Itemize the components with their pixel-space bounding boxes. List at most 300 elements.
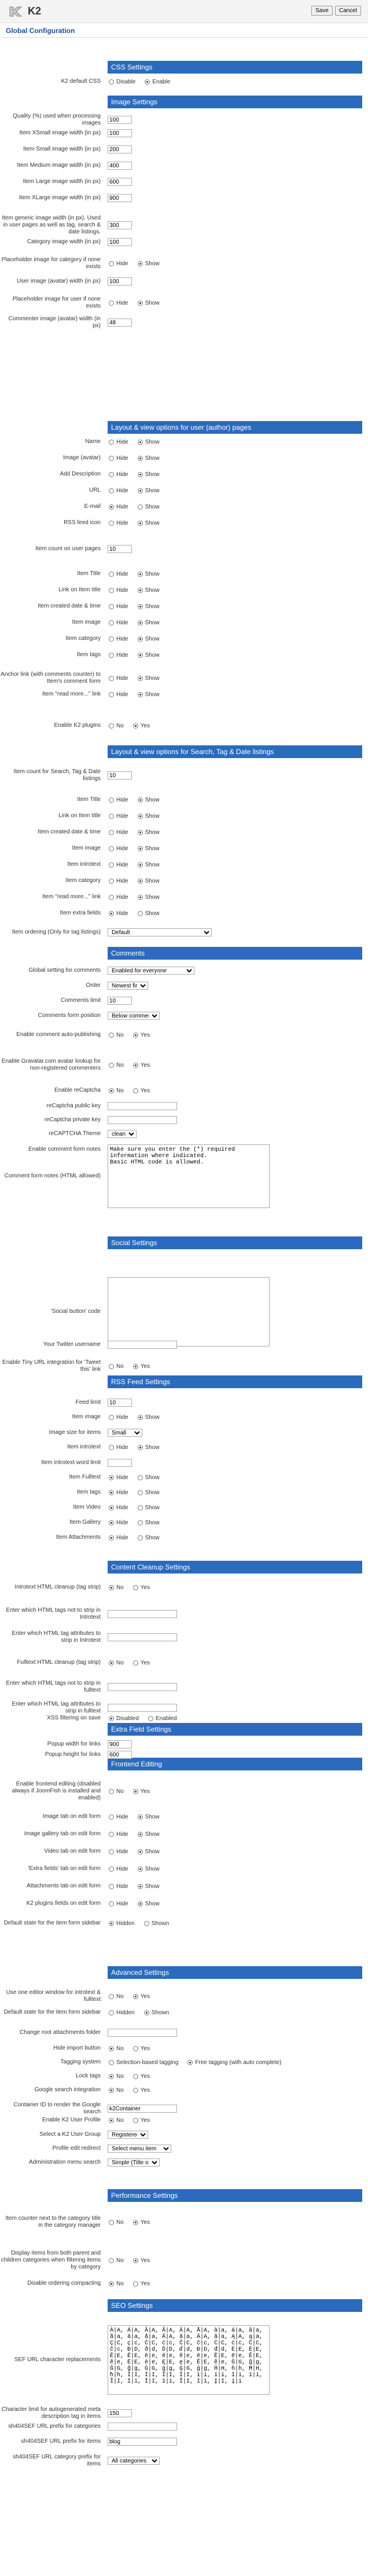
radio-label: Yes xyxy=(140,1993,150,2000)
radio-label: Hide xyxy=(116,1444,128,1451)
radio-label: Show xyxy=(145,894,160,901)
setting-label: K2 plugins fields on edit form xyxy=(26,1900,101,1907)
radio-no[interactable] xyxy=(109,1088,114,1093)
radio-hide[interactable] xyxy=(109,620,114,625)
radio-label: Show xyxy=(145,1865,160,1872)
setting-field xyxy=(108,878,165,884)
radio-yes[interactable] xyxy=(133,2046,138,2051)
cancel-button[interactable]: Cancel xyxy=(335,6,361,16)
radio-no[interactable] xyxy=(109,1063,114,1068)
radio-show[interactable] xyxy=(138,1884,143,1889)
radio-no[interactable] xyxy=(109,2258,114,2263)
radio-label: Hide xyxy=(116,471,128,478)
setting-row xyxy=(0,1607,368,1621)
radio-hide[interactable] xyxy=(109,1520,114,1525)
radio-hide[interactable] xyxy=(109,895,114,900)
setting-field xyxy=(108,1883,165,1890)
radio-no[interactable] xyxy=(109,1994,114,1999)
radio-show[interactable] xyxy=(138,676,143,681)
radio-show[interactable] xyxy=(138,1490,143,1495)
setting-field xyxy=(108,2438,177,2446)
setting-row xyxy=(0,587,368,594)
setting-field xyxy=(108,846,165,852)
setting-row xyxy=(0,1701,368,1715)
setting-field xyxy=(108,129,132,137)
setting-field xyxy=(108,1901,165,1907)
radio-show[interactable] xyxy=(138,620,143,625)
text-input[interactable] xyxy=(108,1610,177,1618)
setting-row xyxy=(0,1102,368,1110)
setting-row xyxy=(0,2325,368,2395)
setting-field xyxy=(108,2010,175,2016)
setting-row xyxy=(0,910,368,917)
setting-label: Item count on user pages xyxy=(35,546,101,552)
textarea-field[interactable] xyxy=(108,1277,270,1346)
radio-hidden[interactable] xyxy=(109,1921,114,1926)
setting-label: Enter which HTML tags not to strip in fulltext xyxy=(6,1680,101,1693)
radio-label: Shown xyxy=(151,2009,170,2016)
radio-show[interactable] xyxy=(138,261,143,266)
radio-hide[interactable] xyxy=(109,472,114,477)
radio-yes[interactable] xyxy=(133,1033,138,1038)
setting-label: Tagging system xyxy=(60,2059,101,2065)
setting-field xyxy=(108,1490,165,1496)
setting-label: Enable reCaptcha xyxy=(54,1087,101,1093)
textarea-field[interactable] xyxy=(108,1144,270,1208)
radio-label: Hide xyxy=(116,845,128,852)
radio-no[interactable] xyxy=(109,1660,114,1666)
setting-label: XSS filtering on save xyxy=(47,1715,101,1721)
setting-label: sh404SEF URL prefix for items xyxy=(21,2438,101,2445)
radio-hide[interactable] xyxy=(109,879,114,884)
select-dropdown[interactable] xyxy=(108,2457,160,2465)
radio-label: Hide xyxy=(116,877,128,884)
radio-label: Hide xyxy=(116,260,128,267)
radio-hide[interactable] xyxy=(109,1901,114,1907)
setting-row xyxy=(0,2145,368,2153)
setting-label: Enable comment auto-publishing xyxy=(16,1031,101,1038)
radio-yes[interactable] xyxy=(133,2074,138,2079)
text-input[interactable] xyxy=(108,221,132,229)
text-input[interactable] xyxy=(108,771,132,780)
setting-label: Item created date & time xyxy=(38,603,101,609)
radio-show[interactable] xyxy=(138,572,143,577)
text-input[interactable] xyxy=(108,194,132,202)
setting-field xyxy=(108,238,132,246)
radio-hide[interactable] xyxy=(109,846,114,851)
setting-field xyxy=(108,1474,165,1481)
radio-yes[interactable] xyxy=(133,1585,138,1590)
setting-field xyxy=(108,1444,165,1451)
radio-hide[interactable] xyxy=(109,830,114,835)
text-input[interactable] xyxy=(108,1102,177,1110)
text-input[interactable] xyxy=(108,1399,132,1407)
radio-label: Show xyxy=(145,1504,160,1511)
setting-field xyxy=(108,116,132,124)
radio-show[interactable] xyxy=(138,1505,143,1510)
radio-show[interactable] xyxy=(138,1867,143,1872)
radio-no[interactable] xyxy=(109,2046,114,2051)
radio-show[interactable] xyxy=(138,456,143,461)
radio-show[interactable] xyxy=(138,1475,143,1480)
setting-row xyxy=(0,503,368,510)
radio-yes[interactable] xyxy=(133,1994,138,1999)
radio-hide[interactable] xyxy=(109,1415,114,1420)
setting-row xyxy=(0,1012,368,1020)
text-input[interactable] xyxy=(108,1341,177,1349)
radio-show[interactable] xyxy=(138,1445,143,1450)
select-dropdown[interactable] xyxy=(108,2131,148,2139)
radio-label: Show xyxy=(145,845,160,852)
radio-label: Show xyxy=(145,1489,160,1496)
radio-hide[interactable] xyxy=(109,911,114,916)
radio-yes[interactable] xyxy=(133,2220,138,2225)
radio-yes[interactable] xyxy=(133,1063,138,1068)
radio-yes[interactable] xyxy=(133,723,138,729)
setting-field xyxy=(108,1429,142,1437)
text-input[interactable] xyxy=(108,277,132,286)
radio-no[interactable] xyxy=(109,1033,114,1038)
select-dropdown[interactable] xyxy=(108,1130,137,1138)
radio-hide[interactable] xyxy=(109,862,114,868)
radio-label: Show xyxy=(145,587,160,594)
radio-hide[interactable] xyxy=(109,604,114,609)
radio-show[interactable] xyxy=(138,488,143,493)
setting-label: Default state for the item form sidebar xyxy=(3,2009,101,2015)
radio-label: Show xyxy=(145,1900,160,1907)
radio-hide[interactable] xyxy=(109,488,114,493)
setting-field xyxy=(108,928,212,936)
radio-show[interactable] xyxy=(138,911,143,916)
radio-disabled[interactable] xyxy=(109,1716,114,1721)
select-dropdown[interactable] xyxy=(108,2145,171,2153)
radio-hide[interactable] xyxy=(109,814,114,819)
radio-yes[interactable] xyxy=(133,1660,138,1666)
setting-field xyxy=(108,1920,175,1927)
radio-enable[interactable] xyxy=(145,79,150,85)
radio-selection-based-tagging[interactable] xyxy=(109,2060,114,2065)
radio-show[interactable] xyxy=(138,814,143,819)
setting-label: sh404SEF URL category prefix for items xyxy=(13,2454,101,2467)
radio-label: Hide xyxy=(116,299,128,306)
select-dropdown[interactable] xyxy=(108,1012,160,1020)
text-input[interactable] xyxy=(108,145,132,153)
setting-label: Category image width (in px) xyxy=(27,239,101,245)
text-input[interactable] xyxy=(108,2438,177,2446)
setting-field xyxy=(108,2046,156,2052)
text-input[interactable] xyxy=(108,545,132,553)
setting-field xyxy=(108,2029,177,2037)
radio-label: Show xyxy=(145,1519,160,1526)
setting-field xyxy=(108,2325,270,2395)
section-header-seo-settings: SEO Settings xyxy=(108,2299,362,2312)
radio-hide[interactable] xyxy=(109,636,114,642)
radio-hide[interactable] xyxy=(109,1867,114,1872)
setting-row xyxy=(0,829,368,836)
radio-no[interactable] xyxy=(109,723,114,729)
setting-field xyxy=(108,1130,137,1138)
radio-no[interactable] xyxy=(109,1789,114,1794)
section-header-extra-field-settings: Extra Field Settings xyxy=(108,1723,362,1736)
radio-show[interactable] xyxy=(138,692,143,697)
radio-hide[interactable] xyxy=(109,1849,114,1854)
radio-hide[interactable] xyxy=(109,440,114,445)
setting-label: Item XLarge image width (in px) xyxy=(19,195,101,201)
setting-row xyxy=(0,1740,368,1748)
setting-field xyxy=(108,603,165,610)
radio-label: No xyxy=(116,2117,124,2124)
text-input[interactable] xyxy=(108,1633,177,1641)
setting-label: Popup height for links xyxy=(45,1751,101,1758)
setting-label: Fulltext HTML cleanup (tag strip) xyxy=(17,1659,101,1666)
setting-label: Item count for Search, Tag & Date listings xyxy=(13,769,101,782)
radio-label: Yes xyxy=(140,2219,150,2226)
radio-hide[interactable] xyxy=(109,1884,114,1889)
radio-show[interactable] xyxy=(138,797,143,803)
radio-free-tagging-with-auto-complete[interactable] xyxy=(187,2060,193,2065)
setting-label: reCaptcha private key xyxy=(44,1117,101,1123)
setting-row xyxy=(0,1900,368,1907)
radio-hide[interactable] xyxy=(109,572,114,577)
radio-yes[interactable] xyxy=(133,2118,138,2123)
textarea-field[interactable] xyxy=(108,2325,270,2395)
setting-field xyxy=(108,1660,156,1666)
radio-show[interactable] xyxy=(138,440,143,445)
radio-yes[interactable] xyxy=(133,1088,138,1093)
setting-label: Item Gallery xyxy=(69,1519,101,1525)
radio-label: Selection-based tagging xyxy=(116,2059,179,2066)
radio-show[interactable] xyxy=(138,1901,143,1907)
radio-hide[interactable] xyxy=(109,1535,114,1541)
setting-row xyxy=(0,2059,368,2066)
setting-label: Introtext HTML cleanup (tag strip) xyxy=(14,1584,101,1590)
text-input[interactable] xyxy=(108,319,132,327)
setting-row xyxy=(0,1989,368,2003)
setting-label: Item Video xyxy=(73,1504,101,1510)
radio-no[interactable] xyxy=(109,2118,114,2123)
radio-hide[interactable] xyxy=(109,676,114,681)
radio-label: Hide xyxy=(116,519,128,526)
setting-label: K2 default CSS xyxy=(61,78,101,85)
radio-label: Hide xyxy=(116,1534,128,1541)
radio-show[interactable] xyxy=(138,636,143,642)
radio-no[interactable] xyxy=(109,2281,114,2286)
setting-row xyxy=(0,2158,368,2167)
select-dropdown[interactable] xyxy=(108,967,194,975)
radio-label: Hide xyxy=(116,1813,128,1820)
radio-label: Hidden xyxy=(116,1920,135,1927)
setting-field xyxy=(108,488,165,494)
radio-no[interactable] xyxy=(109,1364,114,1369)
radio-label: Show xyxy=(145,691,160,698)
radio-label: Show xyxy=(145,1883,160,1890)
text-input[interactable] xyxy=(108,1459,132,1467)
radio-show[interactable] xyxy=(138,1415,143,1420)
setting-row xyxy=(0,722,368,729)
setting-row xyxy=(0,652,368,658)
radio-shown[interactable] xyxy=(144,1921,149,1926)
radio-no[interactable] xyxy=(109,2074,114,2079)
radio-label: Yes xyxy=(140,2045,150,2052)
radio-label: Hide xyxy=(116,910,128,917)
setting-row xyxy=(0,113,368,127)
setting-label: Item category xyxy=(65,877,101,884)
radio-hidden[interactable] xyxy=(109,2010,114,2015)
radio-yes[interactable] xyxy=(133,2088,138,2093)
setting-row xyxy=(0,1630,368,1644)
select-dropdown[interactable] xyxy=(108,982,148,990)
radio-yes[interactable] xyxy=(133,2258,138,2263)
setting-row xyxy=(0,1659,368,1666)
setting-label: Image tab on edit form xyxy=(42,1813,101,1820)
radio-label: Hide xyxy=(116,1519,128,1526)
radio-enabled[interactable] xyxy=(148,1716,153,1721)
text-input[interactable] xyxy=(108,1751,132,1759)
radio-yes[interactable] xyxy=(133,1789,138,1794)
radio-label: Show xyxy=(145,796,160,803)
radio-label: Show xyxy=(145,813,160,819)
radio-no[interactable] xyxy=(109,2220,114,2225)
setting-label: Video tab on edit form xyxy=(44,1848,101,1854)
radio-show[interactable] xyxy=(138,301,143,306)
setting-row xyxy=(0,1116,368,1124)
setting-row xyxy=(0,1489,368,1496)
radio-label: Disabled xyxy=(116,1715,139,1722)
radio-show[interactable] xyxy=(138,1832,143,1837)
text-input[interactable] xyxy=(108,1704,177,1712)
text-input[interactable] xyxy=(108,2423,177,2431)
radio-hide[interactable] xyxy=(109,504,114,510)
radio-label: Show xyxy=(145,1831,160,1838)
save-button[interactable]: Save xyxy=(311,6,333,16)
select-dropdown[interactable] xyxy=(108,928,212,936)
setting-row xyxy=(0,928,368,936)
setting-field xyxy=(108,1116,177,1124)
radio-show[interactable] xyxy=(138,604,143,609)
setting-field xyxy=(108,1585,156,1591)
setting-row xyxy=(0,277,368,286)
setting-field xyxy=(108,162,132,170)
radio-show[interactable] xyxy=(138,862,143,868)
radio-yes[interactable] xyxy=(133,1364,138,1369)
radio-hide[interactable] xyxy=(109,1814,114,1820)
radio-hide[interactable] xyxy=(109,456,114,461)
radio-hide[interactable] xyxy=(109,301,114,306)
setting-field xyxy=(108,797,165,803)
text-input[interactable] xyxy=(108,1740,132,1748)
setting-label: Hide import button xyxy=(53,2045,101,2051)
radio-label: Hide xyxy=(116,619,128,626)
text-input[interactable] xyxy=(108,2105,177,2113)
radio-yes[interactable] xyxy=(133,2281,138,2286)
text-input[interactable] xyxy=(108,129,132,137)
setting-row xyxy=(0,238,368,246)
setting-field xyxy=(108,862,165,868)
radio-hide[interactable] xyxy=(109,1832,114,1837)
text-input[interactable] xyxy=(108,1116,177,1124)
text-input[interactable] xyxy=(108,997,132,1005)
radio-hide[interactable] xyxy=(109,521,114,526)
setting-field xyxy=(108,2131,148,2139)
radio-hide[interactable] xyxy=(109,1505,114,1510)
radio-show[interactable] xyxy=(138,588,143,593)
radio-show[interactable] xyxy=(138,1814,143,1820)
text-input[interactable] xyxy=(108,178,132,186)
setting-field xyxy=(108,2117,156,2124)
radio-hide[interactable] xyxy=(109,1490,114,1495)
radio-label: No xyxy=(116,1659,124,1666)
setting-row xyxy=(0,316,368,330)
setting-field xyxy=(108,1062,156,1069)
radio-show[interactable] xyxy=(138,521,143,526)
setting-field xyxy=(108,471,165,478)
radio-show[interactable] xyxy=(138,653,143,658)
setting-field xyxy=(108,1088,156,1094)
setting-field xyxy=(108,1012,160,1020)
setting-label: Image gallery tab on edit form xyxy=(24,1831,101,1837)
radio-disable[interactable] xyxy=(109,79,114,85)
radio-hide[interactable] xyxy=(109,797,114,803)
radio-hide[interactable] xyxy=(109,261,114,266)
setting-label: Item category xyxy=(65,635,101,642)
radio-show[interactable] xyxy=(138,846,143,851)
setting-label: Item XSmall image width (in px) xyxy=(19,130,101,136)
text-input[interactable] xyxy=(108,1683,177,1691)
radio-shown[interactable] xyxy=(144,2010,149,2015)
radio-no[interactable] xyxy=(109,1585,114,1590)
radio-label: Show xyxy=(145,1444,160,1451)
setting-label: Link on Item title xyxy=(58,813,101,819)
text-input[interactable] xyxy=(108,2029,177,2037)
setting-label: Disable ordering compacting xyxy=(27,2280,101,2286)
select-dropdown[interactable] xyxy=(108,1429,142,1437)
radio-label: Hide xyxy=(116,1883,128,1890)
radio-no[interactable] xyxy=(109,2088,114,2093)
setting-row xyxy=(0,1680,368,1694)
text-input[interactable] xyxy=(108,238,132,246)
radio-show[interactable] xyxy=(138,1849,143,1854)
setting-field xyxy=(108,1399,132,1407)
text-input[interactable] xyxy=(108,116,132,124)
radio-show[interactable] xyxy=(138,1520,143,1525)
radio-show[interactable] xyxy=(138,830,143,835)
radio-label: Hide xyxy=(116,1504,128,1511)
radio-show[interactable] xyxy=(138,895,143,900)
radio-label: Hide xyxy=(116,813,128,819)
radio-label: Hide xyxy=(116,635,128,642)
radio-hide[interactable] xyxy=(109,653,114,658)
radio-label: No xyxy=(116,2257,124,2264)
radio-label: Yes xyxy=(140,2087,150,2094)
radio-show[interactable] xyxy=(138,472,143,477)
setting-label: Lock tags xyxy=(76,2073,101,2079)
setting-label: sh404SEF URL prefix for categories xyxy=(8,2423,101,2429)
radio-show[interactable] xyxy=(138,504,143,510)
text-input[interactable] xyxy=(108,2409,132,2417)
radio-hide[interactable] xyxy=(109,588,114,593)
radio-hide[interactable] xyxy=(109,692,114,697)
radio-hide[interactable] xyxy=(109,1475,114,1480)
setting-row xyxy=(0,796,368,803)
radio-hide[interactable] xyxy=(109,1445,114,1450)
radio-show[interactable] xyxy=(138,1535,143,1541)
radio-show[interactable] xyxy=(138,879,143,884)
setting-row xyxy=(0,997,368,1005)
text-input[interactable] xyxy=(108,162,132,170)
toolbar-actions xyxy=(311,6,361,16)
radio-label: Hide xyxy=(116,861,128,868)
select-dropdown[interactable] xyxy=(108,2158,160,2167)
